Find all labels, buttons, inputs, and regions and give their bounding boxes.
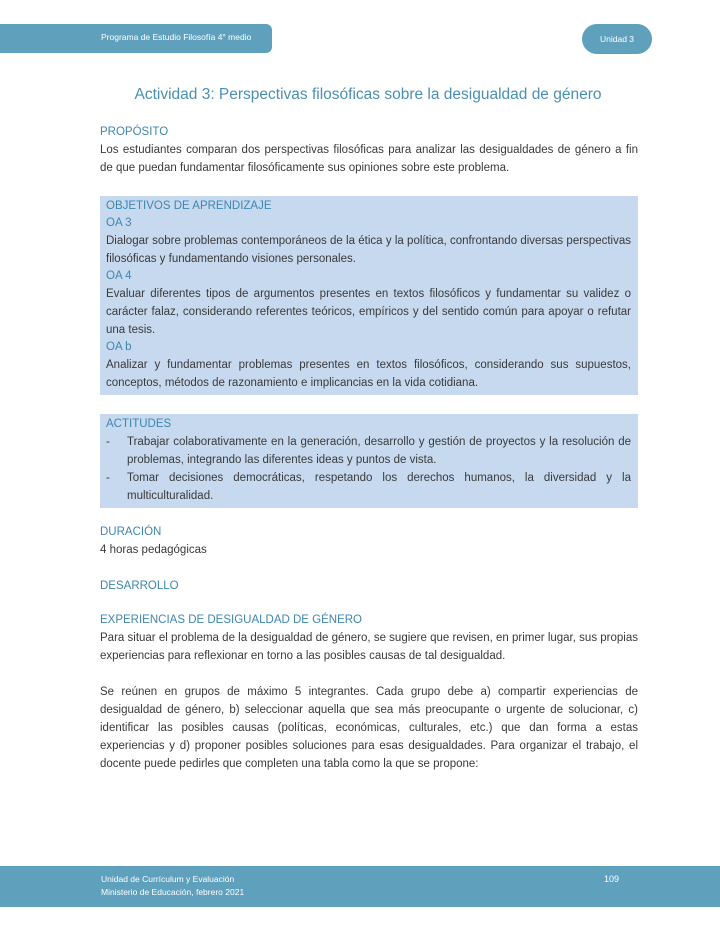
- header-unit-badge: [582, 24, 652, 54]
- duracion-heading: DURACIÓN: [100, 526, 162, 538]
- actitud-item: - Trabajar colaborativamente en la generación, desarrollo y gestión de proyectos y la resolución de problemas, integrando las diferentes ideas y puntos de vista.: [106, 433, 631, 469]
- desarrollo-heading: DESARROLLO: [100, 580, 179, 592]
- actitudes-heading: ACTITUDES: [106, 418, 172, 430]
- objetivos-box: [100, 196, 638, 395]
- header-program-tab: [0, 24, 272, 53]
- experiencias-paragraph-2: Se reúnen en grupos de máximo 5 integrantes. Cada grupo debe a) compartir experiencias de desigualdad de género, b) seleccionar aquella que sea más preocupante o urgente de solucionar, c) identificar las posibles causas (políticas, económicas, culturales, etc.) que dan forma a estas experiencias y d) proponer posibles soluciones para esas desigualdades. Para organizar el trabajo, el docente puede pedirles que completen una tabla como la que se propone:: [100, 686, 638, 770]
- actitudes-box: [100, 414, 638, 508]
- actitud-item: - Tomar decisiones democráticas, respetando los derechos humanos, la diversidad y la multiculturalidad.: [106, 469, 631, 505]
- objetivos-heading: OBJETIVOS DE APRENDIZAJE: [106, 200, 272, 212]
- experiencias-section: [100, 612, 638, 773]
- duracion-text: 4 horas pedagógicas: [100, 544, 207, 556]
- header-program-label: Programa de Estudio Filosofía 4° medio: [101, 32, 252, 42]
- footer-unit-name: Unidad de Currículum y Evaluación: [101, 874, 235, 884]
- page-footer: [0, 866, 720, 907]
- oa-code: OA b: [106, 341, 132, 353]
- page-number: 109: [604, 874, 620, 884]
- oa-code: OA 3: [106, 217, 132, 229]
- header-unit-label: Unidad 3: [599, 34, 635, 44]
- proposito-section: [100, 124, 638, 177]
- actitudes-list: [106, 433, 631, 505]
- experiencias-heading: EXPERIENCIAS DE DESIGUALDAD DE GÉNERO: [100, 614, 363, 626]
- oa-code: OA 4: [106, 270, 132, 282]
- oa-text: Evaluar diferentes tipos de argumentos presentes en textos filosóficos y fundamentar su validez o carácter falaz, considerando referentes teóricos, empíricos y del sentido común para apoyar o refutar una tesis.: [106, 288, 631, 336]
- experiencias-paragraph-1: Para situar el problema de la desigualdad de género, se sugiere que revisen, en primer lugar, sus propias experiencias para reflexionar en torno a las posibles causas de tal desigualdad.: [100, 632, 638, 662]
- page-title: Actividad 3: Perspectivas filosóficas sobre la desigualdad de género: [134, 86, 602, 103]
- duracion-section: [100, 524, 638, 559]
- oa-text: Analizar y fundamentar problemas presentes en textos filosóficos, considerando sus supuestos, conceptos, métodos de razonamiento e implicancias en la vida cotidiana.: [106, 359, 631, 389]
- desarrollo-section: [100, 578, 638, 595]
- proposito-heading: PROPÓSITO: [100, 126, 169, 138]
- proposito-text: Los estudiantes comparan dos perspectivas filosóficas para analizar las desigualdades de género a fin de que puedan fundamentar filosóficamente sus opiniones sobre este problema.: [100, 144, 638, 174]
- oa-text: Dialogar sobre problemas contemporáneos de la ética y la política, confrontando diversas perspectivas filosóficas y fundamentando visiones personales.: [106, 235, 631, 265]
- footer-ministry-date: Ministerio de Educación, febrero 2021: [101, 887, 245, 897]
